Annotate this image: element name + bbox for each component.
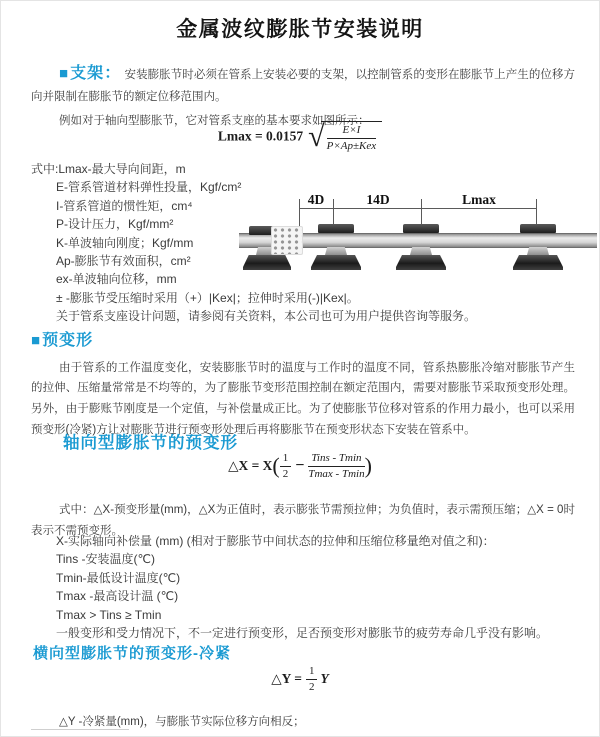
- fraction-denominator: Tmax - Tmin: [308, 467, 365, 480]
- dimension-line: [299, 208, 536, 209]
- dim-label-lmax: Lmax: [459, 193, 499, 207]
- support-intro-text: 安装膨胀节时必须在管系上安装必要的支架，以控制管系的变形在膨胀节上产生的位移方向并限制在膨胀节的额定位移范围内。: [31, 68, 575, 103]
- parameter-line: Tmax > Tins ≥ Tmin: [56, 607, 162, 622]
- fraction-denominator: P×Ap±Kex: [326, 139, 377, 152]
- definition-line: 式中:Lmax-最大导向间距，m: [31, 162, 186, 176]
- page-title: 金属波纹膨胀节安装说明: [176, 18, 424, 41]
- support-section-title: 支架：: [70, 64, 122, 82]
- formula-rhs: Y: [320, 671, 329, 687]
- parameter-line: 一般变形和受力情况下，不一定进行预变形，足否预变形对膨胀节的疲劳寿命几乎没有影响。: [56, 626, 549, 641]
- fraction-numerator: E×I: [327, 124, 377, 139]
- temperature-fraction: [308, 452, 364, 480]
- axial-formula-note: 式中：△X-预变形量(mm)，△X为正值时，表示膨张节需预拉伸；为负值时，表示需预压缩；△X = 0时表示不需预变形。: [31, 503, 575, 537]
- fraction-numerator: 1: [306, 665, 318, 680]
- support-cap: [318, 224, 354, 233]
- parameter-line: Tmax -最高设计温 (℃): [56, 589, 179, 604]
- axial-predeform-formula: [1, 452, 599, 480]
- formula-lhs: △X = X: [228, 458, 273, 474]
- axial-predeform-subheading: 轴向型膨胀节的预变形: [63, 434, 238, 452]
- half-fraction: [280, 452, 292, 480]
- fraction-numerator: Tins - Tmin: [308, 452, 364, 467]
- predeform-section-heading: [1, 327, 93, 350]
- lateral-predeform-formula: [1, 665, 599, 693]
- support-base: [396, 255, 446, 270]
- open-paren: (: [272, 453, 280, 479]
- dim-label-14d: 14D: [363, 193, 392, 207]
- axial-parameter-list: [31, 532, 548, 642]
- support-base: [243, 255, 291, 270]
- support-neck: [410, 247, 432, 255]
- support-cap: [520, 224, 556, 233]
- table-top-edge-line: [31, 729, 129, 730]
- support-cap: [403, 224, 439, 233]
- support-neck: [325, 247, 347, 255]
- guide-support: [306, 222, 366, 272]
- definition-line: ± -膨胀节受压缩时采用（+）|Kex|；拉伸时采用(-)|Kex|。: [56, 290, 359, 305]
- guide-support: [391, 222, 451, 272]
- support-base: [513, 255, 563, 270]
- formula-lhs: △Y =: [271, 671, 302, 687]
- lateral-formula-note: △Y -冷紧量(mm)，与膨胀节实际位移方向相反；: [59, 715, 305, 728]
- formula-lhs: Lmax = 0.0157: [217, 128, 304, 144]
- fraction-denominator: 2: [308, 680, 315, 693]
- guide-spacing-diagram: [237, 193, 599, 285]
- bellows-expansion-joint: [271, 226, 303, 255]
- fraction-numerator: 1: [280, 452, 292, 467]
- support-example-text: 例如对于轴向型膨胀节，它对管系支座的基本要求如图所示：: [59, 114, 370, 127]
- radical-vinculum: [321, 121, 383, 152]
- predeform-section-title: 预变形: [42, 332, 94, 349]
- support-base: [311, 255, 361, 270]
- blue-square-icon: ■: [31, 332, 42, 349]
- guide-support: [508, 222, 568, 272]
- support-intro-paragraph: [1, 63, 600, 108]
- half-fraction: [306, 665, 318, 693]
- definition-line: K-单波轴向刚度；Kgf/mm: [56, 235, 194, 250]
- close-paren: ): [364, 453, 372, 479]
- support-section-label: [59, 65, 121, 82]
- formula-fraction: [327, 124, 377, 152]
- definition-line: E-管系管道材料弹性投量，Kgf/cm²: [56, 180, 242, 195]
- definition-line: I-管系管道的惯性矩，cm⁴: [56, 198, 193, 213]
- fraction-denominator: 2: [282, 467, 289, 480]
- lateral-predeform-subheading: 横向型膨胀节的预变形-冷紧: [33, 645, 231, 662]
- definition-line: Ap-膨胀节有效面积，cm²: [56, 254, 191, 269]
- parameter-line: X-实际轴向补偿量 (mm) (相对于膨胀节中间状态的拉伸和压缩位移量绝对值之和)：: [56, 534, 495, 548]
- parameter-line: Tins -安装温度(℃): [56, 552, 156, 567]
- support-neck: [527, 247, 549, 255]
- dim-label-4d: 4D: [305, 193, 328, 207]
- definition-line: ex-单波轴向位移，mm: [56, 272, 177, 287]
- minus-sign: −: [295, 457, 305, 475]
- parameter-line: Tmin-最低设计温度(℃): [56, 570, 181, 585]
- definition-line: P-设计压力，Kgf/mm²: [56, 217, 174, 232]
- blue-square-icon: ■: [59, 64, 70, 82]
- predeform-body-paragraph: 由于管系的工作温度变化，安装膨胀节时的温度与工作时的温度不同，管系热膨胀冷缩对膨胀节产生的拉伸、压缩量常常是不均等的，为了膨胀节变形范围控制在额定范围内，需要对膨胀节采取预变形处理。另外，由于膨账节刚度是一个定值，与补偿量成正比。为了使膨胀节位移对管系的作用力最小，也可以采用预变形(冷紧)方让对膨胀节进行预变形处理后再将膨胀节在预变形状态下安装在管系中。: [31, 361, 575, 436]
- definition-line: 关于管系支座设计问题，请参阅有关资料，本公司也可为用户提供咨询等服务。: [56, 309, 477, 324]
- lmax-formula: [1, 121, 599, 152]
- radical-sign: √: [308, 119, 325, 153]
